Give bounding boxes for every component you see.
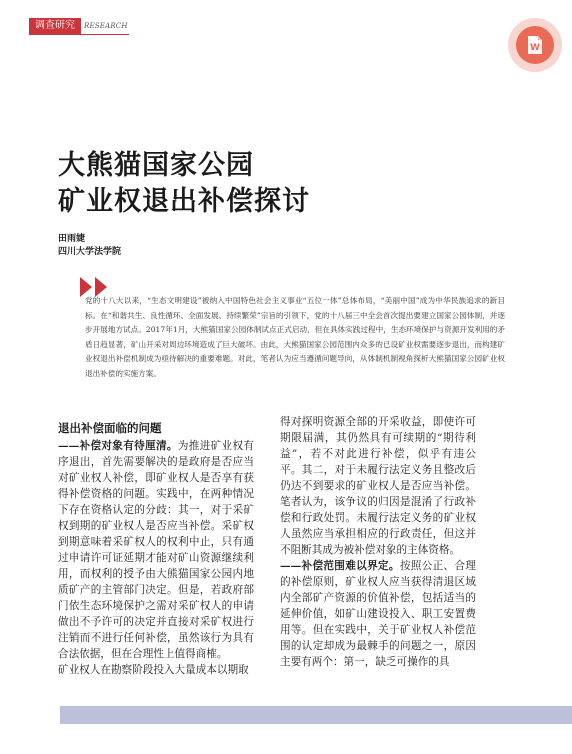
section-label-en: RESEARCH [84,22,128,30]
sub-heading: ——补偿对象有待厘清。 [58,440,178,452]
section-tag-underline [29,34,129,35]
svg-text:W: W [530,43,540,53]
article-title [58,148,310,220]
paragraph [280,558,476,670]
app-floating-button[interactable] [508,18,562,72]
author-name: 田雨婕 [58,234,86,244]
section-tag [29,18,128,34]
author-affiliation: 四川大学法学院 [58,247,122,257]
document-w-icon [516,26,554,64]
section-heading: 退出补偿面临的问题 [58,421,162,435]
paragraph-text: 按照公正、合理的补偿原则，矿业权人应当获得清退区域内全部矿产资源的价值补偿，包括适当的延伸价值，如矿山建设投入、职工安置费用等。但在实践中，关于矿业权人补偿范围的认定却成为最棘手的问题之一，原因主要有两个：第一，缺乏可操作的具 [280,560,477,668]
title-line-2: 矿业权退出补偿探讨 [58,186,310,217]
abstract: 党的十八大以来，“生态文明建设”被纳入中国特色社会主义事业“五位一体”总体布局，“美丽中国”成为中华民族追求的新目标。在“和谐共生、良性循环、全面发展、持续繁荣”宗旨的引领下，党的十八届三中全会首次提出要建立国家公园体制，并逐步开展地方试点。2017年1月，大熊猫国家公园体制试点正式启动，但在具体实践过程中，生态环境保护与资源开发利用的矛盾日趋显著，矿山开采对周边环境造成了巨大破坏。由此，大熊猫国家公园范围内众多的已设矿业权需要逐步退出，而构建矿业权退出补偿机制成为亟待解决的重要难题。对此，笔者认为应当遵循问题导向，从体制机制视角探析大熊猫国家公园矿业权退出补偿的实施方案。 [85,296,505,378]
footer-bar [60,706,572,724]
paragraph: 得对探明资源全部的开采收益，即使许可期限届满，其仍然具有可续期的“期待利益”，若不对此进行补偿，似乎有违公平。其二，对于未履行法定义务且整改后仍达不到要求的矿业权人是否应当补偿。笔者认为，该争议的归因是混淆了行政补偿和行政处罚。未履行法定义务的矿业权人虽然应当承担相应的行政责任，但这并不阻断其成为被补偿对象的主体资格。 [280,416,476,556]
body-column-left [58,420,254,678]
paragraph: 矿业权人在勘察阶段投入大量成本以期取 [58,664,249,676]
paragraph-text: 为推进矿业权有序退出，首先需要解决的是政府是否应当对矿业权人补偿，即矿业权人是否享有获得补偿资格的问题。实践中，在两种情况下存在资格认定的分歧：其一，对于采矿权到期的矿业权人是否应当补偿。采矿权到期意味着采矿权人的权利中止，只有通过申请许可证延期才能对矿山资源继续利用，而权利的授予由大熊猫国家公园内地质矿产的主管部门决定。但是，若政府部门依生态环境保护之需对采矿权人的申请做出不予许可的决定并直接对采矿权进行注销而不进行任何补偿，虽然该行为具有合法依据，但在合理性上值得商榷。 [58,440,255,660]
paragraph [58,438,254,662]
title-line-1: 大熊猫国家公园 [58,150,254,181]
sub-heading: ——补偿范围难以界定。 [280,560,400,572]
author-block [58,233,121,259]
section-label: 调查研究 [29,18,81,34]
body-column-right [280,414,476,670]
